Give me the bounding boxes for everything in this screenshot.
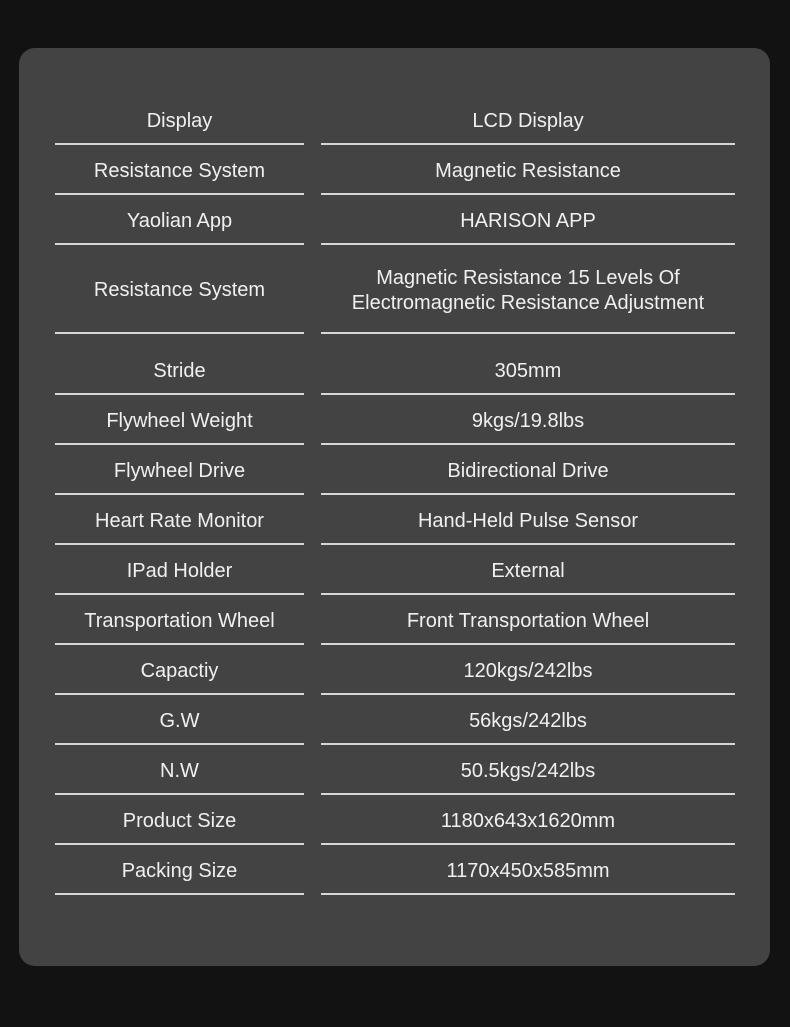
spec-value: 1170x450x585mm: [321, 846, 735, 895]
spec-row: [19, 646, 770, 695]
spec-value: Front Transportation Wheel: [321, 596, 735, 645]
spec-row: [19, 696, 770, 745]
spec-value: 9kgs/19.8lbs: [321, 396, 735, 445]
spec-value: Bidirectional Drive: [321, 446, 735, 495]
spec-value: 50.5kgs/242lbs: [321, 746, 735, 795]
spec-row: [19, 796, 770, 845]
spec-row: [19, 396, 770, 445]
spec-value: Magnetic Resistance: [321, 146, 735, 195]
spec-card: [19, 48, 770, 966]
spec-label: Yaolian App: [55, 196, 304, 245]
spec-row: [19, 546, 770, 595]
spec-label: Packing Size: [55, 846, 304, 895]
spec-label: Capactiy: [55, 646, 304, 695]
spec-row: [19, 146, 770, 195]
spec-value: 120kgs/242lbs: [321, 646, 735, 695]
spec-label: Flywheel Weight: [55, 396, 304, 445]
spec-label: Display: [55, 96, 304, 145]
spec-row: [19, 746, 770, 795]
spec-label: Transportation Wheel: [55, 596, 304, 645]
spec-label: Flywheel Drive: [55, 446, 304, 495]
spec-label: Stride: [55, 335, 304, 395]
spec-row: [19, 846, 770, 895]
spec-value: LCD Display: [321, 96, 735, 145]
spec-value: External: [321, 546, 735, 595]
spec-label: Heart Rate Monitor: [55, 496, 304, 545]
spec-row: [19, 596, 770, 645]
spec-value: Magnetic Resistance 15 Levels Of Electromagnetic Resistance Adjustment: [321, 246, 735, 334]
spec-row: [19, 246, 770, 334]
spec-label: Resistance System: [55, 146, 304, 195]
spec-row: [19, 335, 770, 395]
spec-row: [19, 446, 770, 495]
spec-value: 1180x643x1620mm: [321, 796, 735, 845]
spec-value: 56kgs/242lbs: [321, 696, 735, 745]
spec-row: [19, 96, 770, 145]
spec-value: 305mm: [321, 335, 735, 395]
spec-label: Resistance System: [55, 246, 304, 334]
spec-value: Hand-Held Pulse Sensor: [321, 496, 735, 545]
spec-row: [19, 496, 770, 545]
spec-label: N.W: [55, 746, 304, 795]
spec-label: IPad Holder: [55, 546, 304, 595]
spec-value: HARISON APP: [321, 196, 735, 245]
spec-label: Product Size: [55, 796, 304, 845]
spec-row: [19, 196, 770, 245]
spec-label: G.W: [55, 696, 304, 745]
